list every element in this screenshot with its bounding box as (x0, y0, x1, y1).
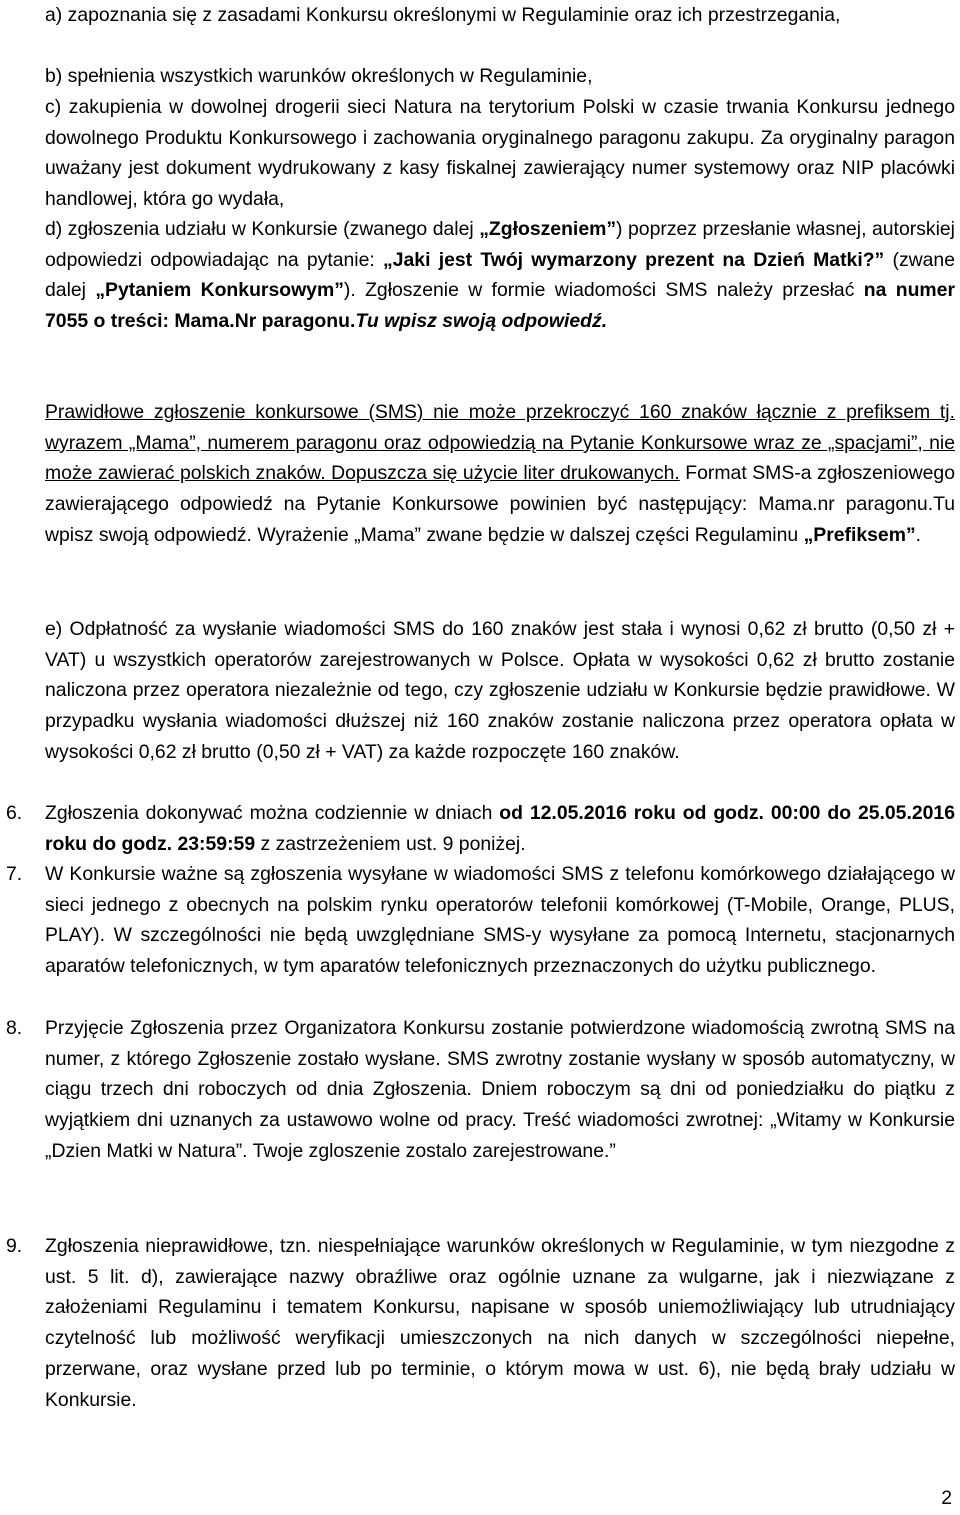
item-d-text-2: ) poprzez przesłanie własnej, autorskiej odpowiedzi odpowiadając na pytanie: (45, 218, 955, 271)
sms-format-rules (45, 397, 955, 551)
sms-rules-text-2: zwane będzie w dalszej części Regulaminu (420, 523, 804, 546)
item-d-text-4: ). Zgłoszenie w formie wiadomości SMS należy przesłać (343, 279, 864, 302)
section-number-7: 7. (6, 863, 23, 885)
item-d-sms-number: na numer 7055 o treści: Mama.Nr paragonu. (45, 279, 955, 333)
item-e: e) Odpłatność za wysłanie wiadomości SMS do 160 znaków jest stała i wynosi 0,62 zł brutto (0,50 zł + VAT) u wszystkich operatorów zarejestrowanych w Polsce. Opłata w wysokości 0,62 zł brutto zostanie naliczona przez operatora niezależnie od tego, czy zgłoszenie udziału w Konkursie będzie prawidłowe. W przypadku wysłania wiadomości dłuższej niż 160 znaków zostanie naliczona przez operatora opłata w wysokości 0,62 zł brutto (0,50 zł + VAT) za każde rozpoczęte 160 znaków. (45, 618, 955, 763)
item-d (45, 214, 955, 337)
sms-rules-mama: „Mama” (354, 523, 421, 546)
section-6-text-1: Zgłoszenia dokonywać można codziennie w dniach (45, 802, 500, 824)
section-9: Zgłoszenia nieprawidłowe, tzn. niespełniające warunków określonych w Regulaminie, w tym niezgodne z ust. 5 lit. d), zawierające nazwy obraźliwe oraz ogólnie uznane za wulgarne, jak i niezwiązane z założeniami Regulaminu i tematem Konkursu, napisane w sposób uniemożliwiający lub utrudniający czytelność lub możliwość weryfikacji umieszczonych na nich danych w szczególności niepełne, przerwane, oraz wysłane przed lub po terminie, o którym mowa w ust. 6), nie będą brały udziału w Konkursie. (45, 1235, 955, 1411)
item-d-term-zgloszenie: „Zgłoszeniem” (479, 218, 617, 240)
item-d-text-3: (zwane dalej (45, 248, 955, 302)
item-d-sms-answer: Tu wpisz swoją odpowiedź. (355, 310, 608, 333)
item-b: b) spełnienia wszystkich warunków określonych w Regulaminie, (45, 65, 593, 87)
item-d-text-1: d) zgłoszenia udziału w Konkursie (zwanego dalej (45, 218, 480, 240)
item-d-question: „Jaki jest Twój wymarzony prezent na Dzień Matki?” (383, 248, 885, 271)
sms-rules-prefiks: „Prefiksem” (803, 523, 916, 546)
section-6-dates: od 12.05.2016 roku od godz. 00:00 do 25.05.2016 roku do godz. 23:59:59 (45, 802, 955, 855)
section-6 (45, 798, 955, 859)
page-number: 2 (941, 1487, 952, 1509)
section-number-9: 9. (6, 1235, 23, 1257)
section-number-8: 8. (6, 1017, 23, 1039)
section-number-6: 6. (6, 802, 23, 824)
section-6-text-2: z zastrzeżeniem ust. 9 poniżej. (255, 832, 526, 855)
sms-rules-text-1: Format SMS-a zgłoszeniowego zawierającego odpowiedź na Pytanie Konkursowe powinien być następujący: Mama.nr paragonu.Tu wpisz swoją odpowiedź. Wyrażenie (45, 462, 955, 546)
section-8: Przyjęcie Zgłoszenia przez Organizatora Konkursu zostanie potwierdzone wiadomością zwrotną SMS na numer, z którego Zgłoszenie zostało wysłane. SMS zwrotny zostanie wysłany w sposób automatyczny, w ciągu trzech dni roboczych od dnia Zgłoszenia. Dniem roboczym są dni od poniedziałku do piątku z wyjątkiem dni uznanych za ustawowo wolne od pracy. Treść wiadomości zwrotnej: „Witamy w Konkursie „Dzien Matki w Natura”. Twoje zgloszenie zostalo zarejestrowane.” (45, 1017, 955, 1162)
sms-rules-underlined: Prawidłowe zgłoszenie konkursowe (SMS) nie może przekroczyć 160 znaków łącznie z prefiksem tj. wyrazem „Mama”, numerem paragonu oraz odpowiedzią na Pytanie Konkursowe wraz ze „spacjami”, nie może zawierać polskich znaków. Dopuszcza się użycie liter drukowanych. (45, 401, 955, 485)
item-c: c) zakupienia w dowolnej drogerii sieci Natura na terytorium Polski w czasie trwania Konkursu jednego dowolnego Produktu Konkursowego i zachowania oryginalnego paragonu zakupu. Za oryginalny paragon uważany jest dokument wydrukowany z kasy fiskalnej zawierający numer systemowy oraz NIP placówki handlowej, która go wydała, (45, 96, 955, 211)
item-d-term-pytanie: „Pytaniem Konkursowym” (95, 279, 344, 302)
section-7: W Konkursie ważne są zgłoszenia wysyłane w wiadomości SMS z telefonu komórkowego działającego w sieci jednego z obecnych na polskim rynku operatorów telefonii komórkowej (T-Mobile, Orange, PLUS, PLAY). W szczególności nie będą uwzględniane SMS-y wysyłane za pomocą Internetu, stacjonarnych aparatów telefonicznych, w tym aparatów telefonicznych przeznaczonych do użytku publicznego. (45, 863, 955, 978)
item-a: a) zapoznania się z zasadami Konkursu określonymi w Regulaminie oraz ich przestrzegania, (45, 4, 841, 26)
sms-rules-text-3: . (915, 523, 922, 546)
